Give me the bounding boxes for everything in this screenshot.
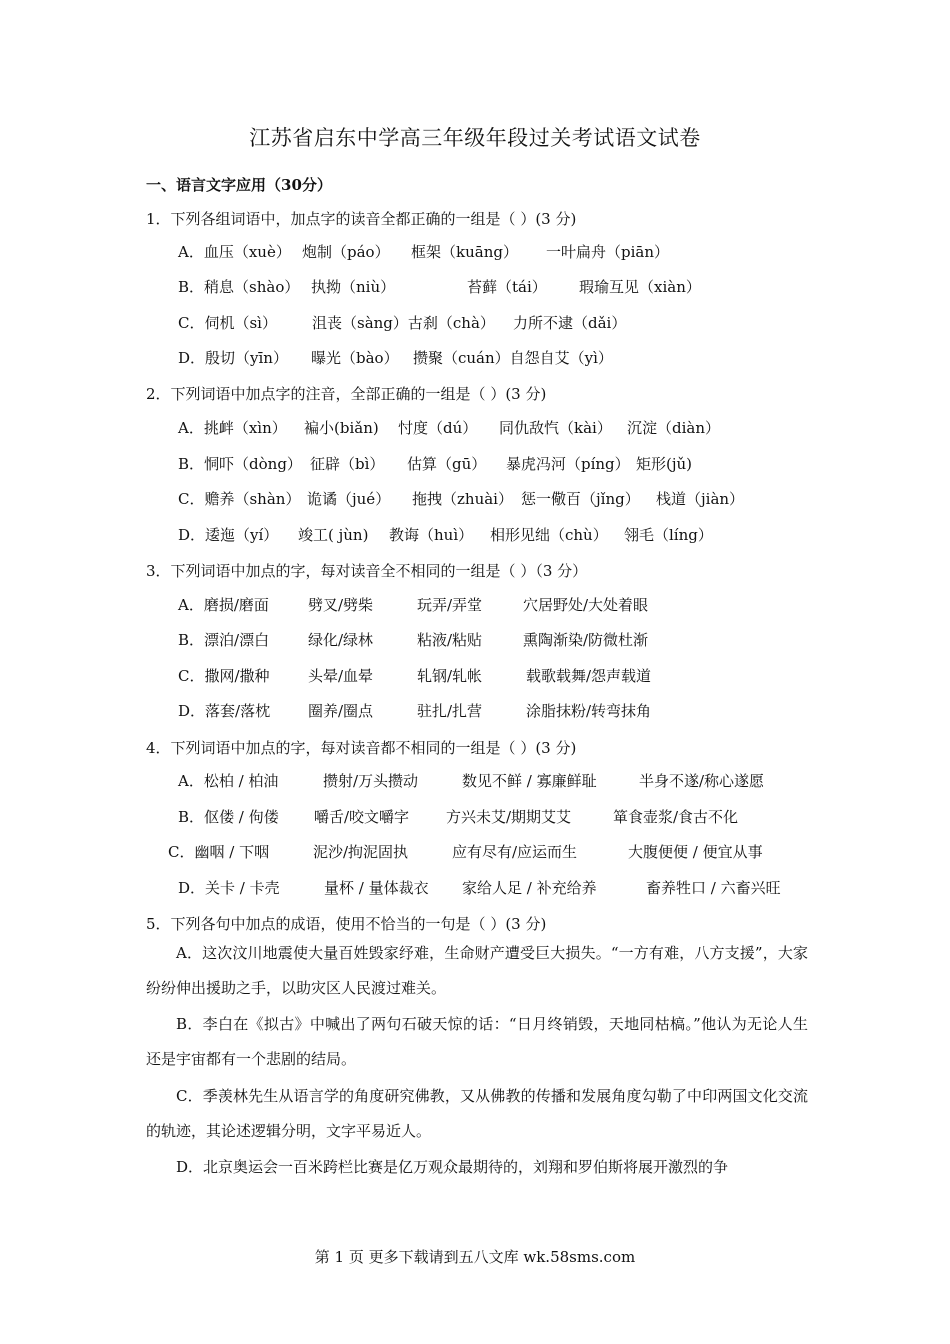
option-cell: 沮丧（sàng）古刹（chà） [312,314,495,332]
question-2-stem: 2．下列词语中加点字的注音，全部正确的一组是（ ）(3 分) [146,385,547,403]
option-cell: 箪食壶浆/食古不化 [613,808,739,826]
paragraph-text: A．这次汶川地震使大量百姓毁家纾难，生命财产遭受巨大损失。“一方有难，八方支援”，大家纷纷伸出援助之手，以助灾区人民渡过难关。 [146,944,808,997]
option-cell: C．撒网/撒种 [178,667,270,685]
option-cell: A．挑衅（xìn） [178,419,287,437]
q5-paragraph-c [146,1079,808,1149]
section-heading: 一、语言文字应用（30分） [146,176,332,194]
page-title: 江苏省启东中学高三年级年段过关考试语文试卷 [249,126,701,150]
option-cell: 方兴未艾/期期艾艾 [446,808,572,826]
option-cell: 诡谲（jué） [307,490,391,508]
option-cell: 拖拽（zhuài） [412,490,513,508]
option-cell: B．伛偻 / 佝偻 [178,808,279,826]
option-cell: 褊小(biǎn) [304,419,379,437]
option-cell: 翎毛（líng） [624,526,713,544]
question-3-stem: 3．下列词语中加点的字，每对读音全不相同的一组是（ ）（3 分） [146,562,588,580]
option-cell: 畜养牲口 / 六畜兴旺 [646,879,781,897]
option-cell: D．落套/落枕 [178,702,271,720]
q1-option-b [178,276,701,297]
option-cell: 教诲（huì） [389,526,474,544]
option-cell: A．磨损/磨面 [178,596,269,614]
option-cell: 瑕瑜互见（xiàn） [579,278,701,296]
option-cell: 轧钢/轧帐 [417,667,483,685]
option-cell: 框架（kuāng） [411,243,518,261]
q3-option-d [178,700,651,721]
q4-option-d [178,877,781,898]
question-1-stem: 1．下列各组词语中，加点字的读音全都正确的一组是（ ）(3 分) [146,210,577,228]
q4-option-b [178,806,738,827]
option-cell: 嚼舌/咬文嚼字 [314,808,410,826]
option-cell: 苔藓（tái） [467,278,547,296]
option-cell: D．逶迤（yí） [178,526,279,544]
paragraph-text: D．北京奥运会一百米跨栏比赛是亿万观众最期待的，刘翔和罗伯斯将展开激烈的争 [176,1158,729,1176]
q5-paragraph-a [146,936,808,1006]
paragraph-text: B．李白在《拟古》中喊出了两句石破天惊的话：“日月终销毁，天地同枯槁。”他认为无论人生还是宇宙都有一个悲剧的结局。 [146,1015,808,1068]
option-cell: 劈叉/劈柴 [308,596,374,614]
option-cell: 征辟（bì） [310,455,385,473]
option-cell: C．伺机（sì） [178,314,277,332]
q2-option-c [178,488,744,509]
option-cell: 惩一儆百（jǐng） [521,490,640,508]
option-cell: 曝光（bào） [311,349,399,367]
option-cell: 攒射/万头攒动 [323,772,419,790]
option-cell: 驻扎/扎营 [417,702,483,720]
q1-option-c [178,312,626,333]
option-cell: 载歌载舞/怨声载道 [526,667,652,685]
option-cell: 泥沙/拘泥固执 [313,843,409,861]
option-cell: 同仇敌忾（kài） [499,419,612,437]
option-cell: C．赡养（shàn） [178,490,301,508]
option-cell: 忖度（dú） [398,419,478,437]
q4-option-a [178,770,764,791]
q5-paragraph-b [146,1007,808,1077]
option-cell: 暴虎冯河（píng） [506,455,630,473]
option-cell: 相形见绌（chù） [490,526,608,544]
page-footer: 第 1 页 更多下载请到五八文库 wk.58sms.com [314,1248,636,1266]
option-cell: 半身不遂/称心遂愿 [639,772,765,790]
question-5-stem: 5．下列各句中加点的成语，使用不恰当的一句是（ ）(3 分) [146,915,547,933]
option-cell: 绿化/绿林 [308,631,374,649]
option-cell: 攒聚（cuán）自怨自艾（yì） [413,349,613,367]
option-cell: 执拗（niù） [311,278,396,296]
option-cell: 穴居野处/大处着眼 [523,596,649,614]
option-cell: 涂脂抹粉/转弯抹角 [526,702,652,720]
option-cell: 沉淀（diàn） [627,419,721,437]
option-cell: 头晕/血晕 [308,667,374,685]
question-4-stem: 4．下列词语中加点的字，每对读音都不相同的一组是（ ）(3 分) [146,739,577,757]
option-cell: 大腹便便 / 便宜从事 [628,843,763,861]
option-cell: C．幽咽 / 下咽 [168,843,270,861]
option-cell: 一叶扁舟（piān） [546,243,670,261]
option-cell: 估算（gū） [407,455,487,473]
option-cell: 炮制（páo） [302,243,390,261]
option-cell: 矩形(jǔ) [636,455,693,473]
q3-option-c [178,665,651,686]
option-cell: 熏陶渐染/防微杜渐 [523,631,649,649]
option-cell: 玩弄/弄堂 [417,596,483,614]
q2-option-a [178,417,720,438]
option-cell: 竣工( jùn) [298,526,369,544]
paragraph-text: C．季羡林先生从语言学的角度研究佛教，又从佛教的传播和发展角度勾勒了中印两国文化交流的轨迹，其论述逻辑分明，文字平易近人。 [146,1087,808,1140]
q4-option-c [168,841,763,862]
q3-option-b [178,629,648,650]
option-cell: 粘液/粘贴 [417,631,483,649]
option-cell: D．关卡 / 卡壳 [178,879,280,897]
option-cell: B．稍息（shào） [178,278,300,296]
option-cell: A．松柏 / 柏油 [178,772,279,790]
option-cell: B．恫吓（dòng） [178,455,302,473]
option-cell: 栈道（jiàn） [656,490,745,508]
option-cell: 量杯 / 量体裁衣 [324,879,429,897]
option-cell: 力所不逮（dǎi） [513,314,627,332]
option-cell: B．漂泊/漂白 [178,631,270,649]
option-cell: D．殷切（yīn） [178,349,288,367]
q2-option-d [178,524,713,545]
option-cell: 数见不鲜 / 寡廉鲜耻 [462,772,597,790]
option-cell: 圈养/圈点 [308,702,374,720]
q5-paragraph-d [146,1150,808,1185]
option-cell: 家给人足 / 补充给养 [462,879,597,897]
option-cell: 应有尽有/应运而生 [452,843,578,861]
q1-option-a [178,241,669,262]
q3-option-a [178,594,648,615]
q1-option-d [178,347,613,368]
option-cell: A．血压（xuè） [178,243,291,261]
q2-option-b [178,453,692,474]
